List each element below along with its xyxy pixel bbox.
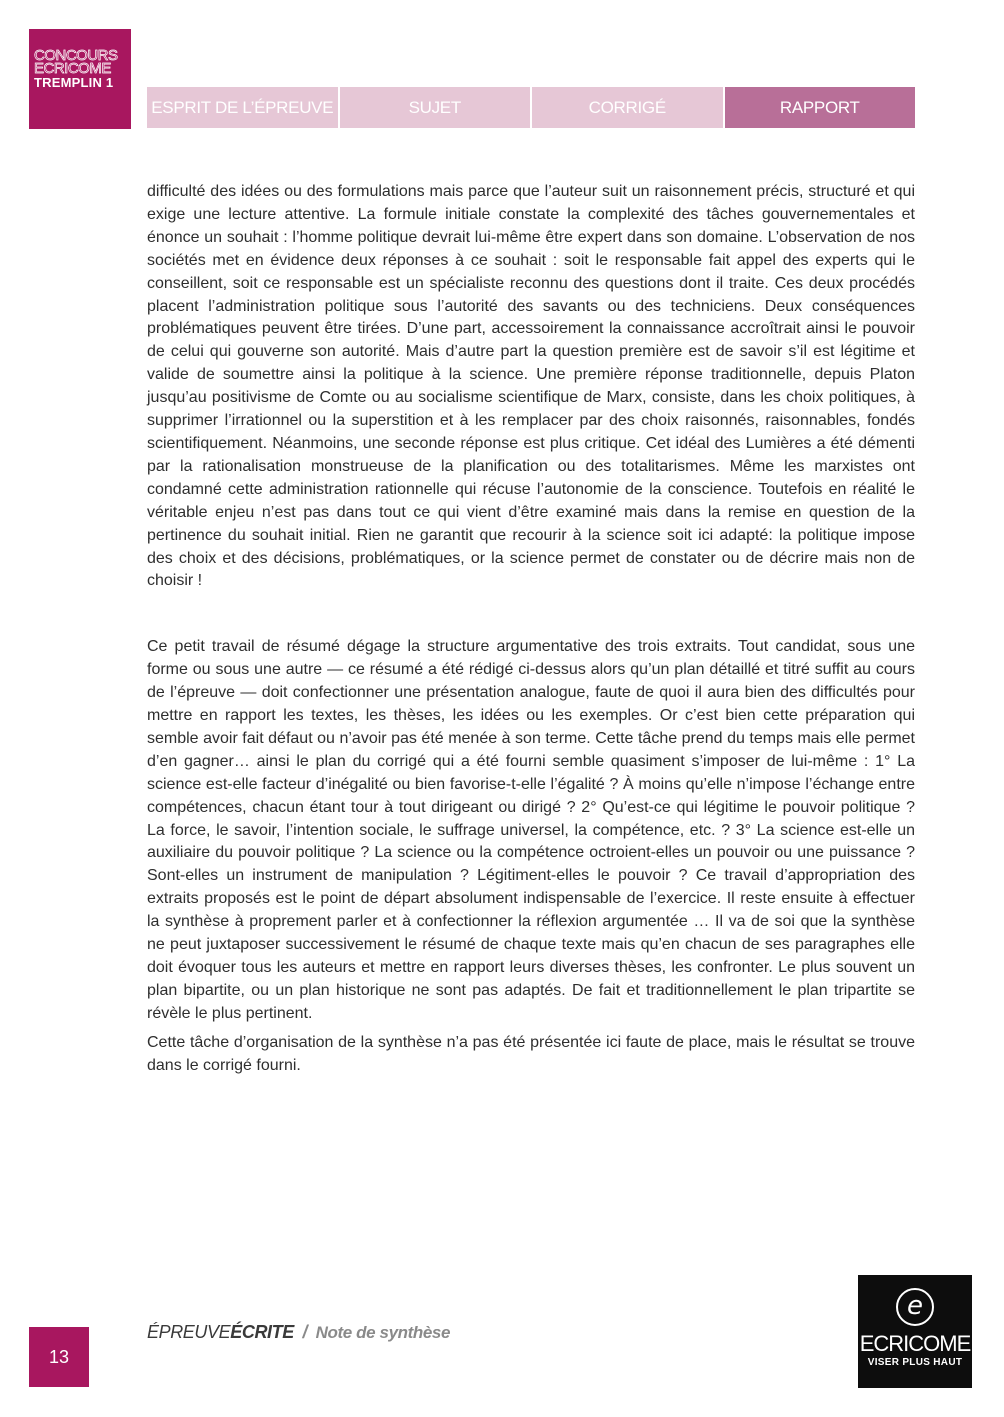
- concours-logo: [29, 29, 131, 129]
- ecricome-brand-logo: [858, 1275, 972, 1388]
- tab-esprit-de-lepreuve[interactable]: ESPRIT DE L’ÉPREUVE: [147, 87, 338, 128]
- logo-ecricome-text: ECRICOME: [34, 60, 111, 77]
- paragraph-3: Cette tâche d’organisation de la synthèse n’a pas été présentée ici faute de place, mais le résultat se trouve dans le corrigé fourni.: [147, 1033, 915, 1074]
- paragraph-1: difficulté des idées ou des formulations mais parce que l’auteur suit un raisonnement précis, structuré et qui exige une lecture attentive. La formule initiale constate la complexité des tâches gouvernementales et énonce un souhait : l’homme politique devrait lui-même être expert dans son domaine. L’observation de nos sociétés met en évidence deux réponses à ce souhait : soit le responsable fait appel des experts qui le conseillent, soit ce responsable est un spécialiste reconnu des questions dont il traite. Ces deux procédés placent l’administration politique sous l’autorité des savants ou des techniciens. Deux conséquences problématiques peuvent être tirées. D’une part, accessoirement la connaissance accroîtrait ainsi le pouvoir de celui qui gouverne son autorité. Mais d’autre part la question première est de savoir s’il est légitime et valide de soumettre ainsi la politique à la science. Une première réponse traditionnelle, depuis Platon jusqu’au positivisme de Comte ou au socialisme scientifique de Marx, consiste, dans les choix politiques, à supprimer l’irrationnel ou la superstition et à les remplacer par des choix raisonnés, raisonnables, fondés scientifiquement. Néanmoins, une seconde réponse est plus critique. Cet idéal des Lumières a été démenti par la rationalisation monstrueuse de la planification ou des totalitarismes. Même les marxistes ont condamné cette administration rationnelle qui récuse l’autonomie de la conscience. Toutefois en réalité le véritable enjeu n’est pas dans tout ce qui vient d’être examiné mais dans la remise en question de la pertinence du souhait initial. Rien ne garantit que recourir à la science soit ici adapté: la politique impose des choix et des décisions, problématiques, or la science permet de constater ou de décrire mais non de choisir !: [147, 183, 915, 590]
- page-number: 13: [29, 1327, 89, 1387]
- footer-subtitle: Note de synthèse: [315, 1323, 451, 1342]
- section-tabs: [147, 87, 915, 128]
- logo-concours-text: CONCOURS: [34, 47, 118, 64]
- tab-rapport[interactable]: RAPPORT: [725, 87, 916, 128]
- footer-title-strong: ÉCRITE: [230, 1322, 294, 1342]
- report-body: [147, 181, 915, 1078]
- tab-corrige[interactable]: CORRIGÉ: [532, 87, 723, 128]
- paragraph-2: Ce petit travail de résumé dégage la structure argumentative des trois extraits. Tout candidat, sous une forme ou sous une autre — ce résumé a été rédigé ci-dessus alors qu’un plan détaillé et titré suffit au cours de l’épreuve — doit confectionner une présentation analogue, faute de quoi il aura bien des difficultés pour mettre en rapport les textes, les thèses, les idées ou les exemples. Or c’est bien cette préparation qui semble avoir fait défaut ou n’avoir pas été menée à son terme. Cette tâche prend du temps mais elle permet d’en gagner… ainsi le plan du corrigé qui a été fourni semble quasiment s’imposer de lui-même : 1° La science est-elle facteur d’inégalité ou bien favorise-t-elle l’égalité ? À moins qu’elle n’impose l’échange entre compétences, chacun étant tour à tout dirigeant ou dirigé ? 2° Qu’est-ce qui légitime le pouvoir politique ? La force, le savoir, l’intention sociale, le suffrage universel, la compétence, etc. ? 3° La science est-elle un auxiliaire du pouvoir politique ? La science ou la compétence octroient-elles un pouvoir ou une puissance ? Sont-elles un instrument de manipulation ? Légitiment-elles le pouvoir ? Ce travail d’appropriation des extraits proposés est le point de départ absolument indispensable de l’exercice. Il reste ensuite à effectuer la synthèse à proprement parler et à confectionner la réflexion argumentée … Il va de soi que la synthèse ne peut juxtaposer successivement le résumé de chaque texte mais qu’en chacun de ses paragraphes elle doit évoquer tous les auteurs et mettre en rapport leurs diverses thèses, les confronter. Le plus souvent un plan bipartite, ou un plan historique ne sont pas adaptés. De fait et traditionnellement le plan tripartite se révèle le plus pertinent.: [147, 638, 915, 1022]
- tab-sujet[interactable]: SUJET: [340, 87, 531, 128]
- brand-tagline: VISER PLUS HAUT: [867, 1357, 963, 1368]
- footer-separator: /: [302, 1322, 308, 1342]
- footer-title: [147, 1322, 450, 1343]
- ecricome-e-icon: e: [896, 1288, 934, 1326]
- footer-title-prefix: ÉPREUVE: [147, 1322, 231, 1342]
- brand-name: ECRICOME: [859, 1331, 971, 1356]
- logo-tremplin-text: TREMPLIN 1: [34, 75, 114, 90]
